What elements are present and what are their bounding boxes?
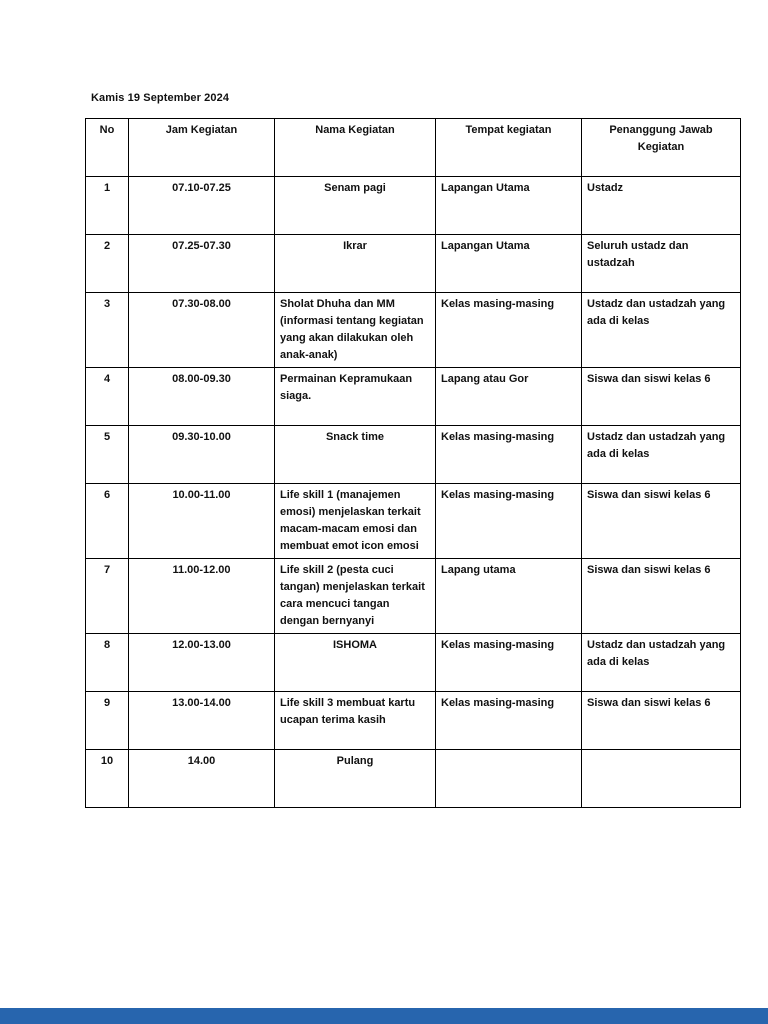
header-jam-kegiatan: Jam Kegiatan [129, 119, 275, 177]
cell-nama-kegiatan: Pulang [275, 750, 436, 808]
cell-nama-kegiatan: Life skill 3 membuat kartu ucapan terima kasih [275, 692, 436, 750]
cell-tempat-kegiatan: Kelas masing-masing [436, 484, 582, 559]
cell-no: 1 [86, 177, 129, 235]
cell-jam-kegiatan: 07.30-08.00 [129, 293, 275, 368]
cell-jam-kegiatan: 11.00-12.00 [129, 559, 275, 634]
table-row [86, 559, 741, 634]
cell-penanggung-jawab: Ustadz dan ustadzah yang ada di kelas [582, 426, 741, 484]
table-header [86, 119, 741, 177]
table-row [86, 750, 741, 808]
header-tempat-kegiatan: Tempat kegiatan [436, 119, 582, 177]
cell-tempat-kegiatan: Kelas masing-masing [436, 634, 582, 692]
table-row [86, 368, 741, 426]
cell-nama-kegiatan: ISHOMA [275, 634, 436, 692]
cell-no: 9 [86, 692, 129, 750]
cell-penanggung-jawab: Ustadz dan ustadzah yang ada di kelas [582, 293, 741, 368]
header-no: No [86, 119, 129, 177]
cell-jam-kegiatan: 07.25-07.30 [129, 235, 275, 293]
cell-tempat-kegiatan: Lapangan Utama [436, 235, 582, 293]
cell-penanggung-jawab: Siswa dan siswi kelas 6 [582, 559, 741, 634]
cell-tempat-kegiatan: Lapangan Utama [436, 177, 582, 235]
cell-penanggung-jawab: Seluruh ustadz dan ustadzah [582, 235, 741, 293]
cell-no: 5 [86, 426, 129, 484]
table-row [86, 426, 741, 484]
table-row [86, 692, 741, 750]
cell-no: 4 [86, 368, 129, 426]
cell-nama-kegiatan: Ikrar [275, 235, 436, 293]
cell-no: 7 [86, 559, 129, 634]
cell-tempat-kegiatan: Kelas masing-masing [436, 293, 582, 368]
cell-tempat-kegiatan [436, 750, 582, 808]
cell-jam-kegiatan: 14.00 [129, 750, 275, 808]
cell-nama-kegiatan: Life skill 1 (manajemen emosi) menjelaskan terkait macam-macam emosi dan membuat emot icon emosi [275, 484, 436, 559]
header-nama-kegiatan: Nama Kegiatan [275, 119, 436, 177]
cell-no: 8 [86, 634, 129, 692]
cell-jam-kegiatan: 13.00-14.00 [129, 692, 275, 750]
cell-nama-kegiatan: Life skill 2 (pesta cuci tangan) menjelaskan terkait cara mencuci tangan dengan bernyanyi [275, 559, 436, 634]
cell-jam-kegiatan: 10.00-11.00 [129, 484, 275, 559]
cell-tempat-kegiatan: Lapang atau Gor [436, 368, 582, 426]
cell-penanggung-jawab: Siswa dan siswi kelas 6 [582, 692, 741, 750]
header-row [86, 119, 741, 177]
cell-tempat-kegiatan: Kelas masing-masing [436, 692, 582, 750]
cell-nama-kegiatan: Snack time [275, 426, 436, 484]
table-row [86, 177, 741, 235]
cell-jam-kegiatan: 09.30-10.00 [129, 426, 275, 484]
cell-jam-kegiatan: 07.10-07.25 [129, 177, 275, 235]
cell-tempat-kegiatan: Kelas masing-masing [436, 426, 582, 484]
cell-no: 10 [86, 750, 129, 808]
cell-nama-kegiatan: Permainan Kepramukaan siaga. [275, 368, 436, 426]
cell-penanggung-jawab: Siswa dan siswi kelas 6 [582, 484, 741, 559]
schedule-table-body [86, 177, 741, 808]
document-title: Kamis 19 September 2024 [91, 92, 230, 104]
cell-penanggung-jawab [582, 750, 741, 808]
cell-no: 2 [86, 235, 129, 293]
cell-no: 6 [86, 484, 129, 559]
schedule-table [85, 118, 741, 808]
cell-penanggung-jawab: Ustadz [582, 177, 741, 235]
table-row [86, 634, 741, 692]
cell-nama-kegiatan: Senam pagi [275, 177, 436, 235]
cell-jam-kegiatan: 12.00-13.00 [129, 634, 275, 692]
cell-nama-kegiatan: Sholat Dhuha dan MM (informasi tentang kegiatan yang akan dilakukan oleh anak-anak) [275, 293, 436, 368]
table-row [86, 293, 741, 368]
cell-jam-kegiatan: 08.00-09.30 [129, 368, 275, 426]
viewer-footer-bar [0, 1008, 768, 1024]
table-row [86, 484, 741, 559]
cell-penanggung-jawab: Ustadz dan ustadzah yang ada di kelas [582, 634, 741, 692]
cell-no: 3 [86, 293, 129, 368]
cell-penanggung-jawab: Siswa dan siswi kelas 6 [582, 368, 741, 426]
header-penanggung-jawab: Penanggung Jawab Kegiatan [582, 119, 741, 177]
cell-tempat-kegiatan: Lapang utama [436, 559, 582, 634]
table-row [86, 235, 741, 293]
